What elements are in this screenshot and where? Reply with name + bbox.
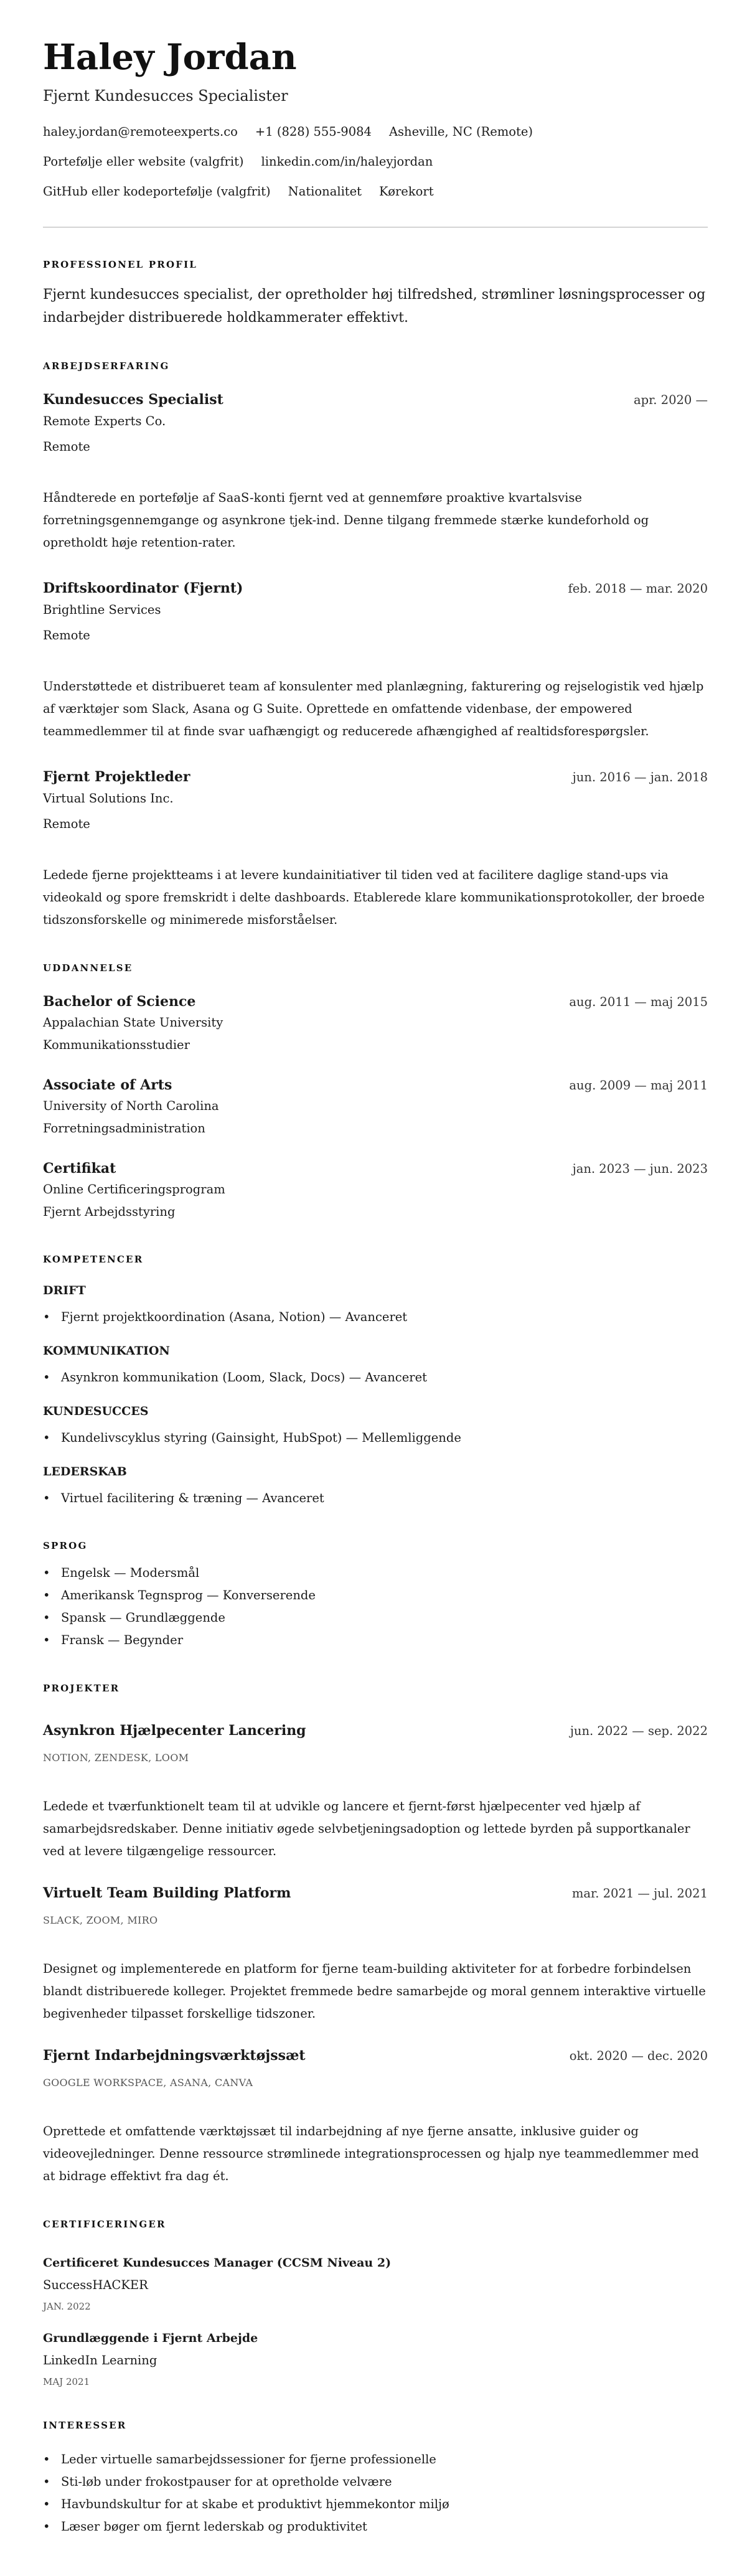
location: Asheville, NC (Remote) (388, 125, 533, 139)
project-title: Fjernt Indarbejdningsværktøjssæt (43, 2047, 306, 2064)
section-heading-languages: SPROG (43, 1540, 88, 1551)
section-heading-projects: PROJEKTER (43, 1683, 120, 1694)
bullet-icon: • (43, 2475, 50, 2489)
project-tech-stack: SLACK, ZOOM, MIRO (43, 1914, 158, 1926)
list-item (43, 2471, 708, 2493)
education-list (43, 992, 708, 1223)
project-tech-stack: NOTION, ZENDESK, LOOM (43, 1752, 189, 1764)
experience-entry (43, 390, 708, 554)
contact-line (43, 117, 708, 147)
project-description: Oprettede et omfattende værktøjssæt til indarbejdning af nye fjerne ansatte, inklusive guider og videovejledninger. Denne ressource strømlinede integrationsprocessen og hjalp nye teammedlemmer med at bidrage effektivt fra dag ét. (43, 2124, 699, 2183)
profile-summary: Fjernt kundesucces specialist, der opretholder høj tilfredshed, strømliner løsningsprocesser og indarbejder distribuerede holdkammerater effektivt. (43, 287, 706, 326)
certifications-list (43, 2254, 708, 2389)
list-item (43, 2448, 708, 2471)
skill-items (43, 1307, 708, 1328)
date-range: feb. 2018 — mar. 2020 (568, 581, 708, 596)
certification-title: Grundlæggende i Fjernt Arbejde (43, 2331, 258, 2345)
interests-list (43, 2448, 708, 2538)
entry-header (43, 1159, 708, 1178)
list-item (43, 2493, 708, 2516)
experience-list (43, 390, 708, 931)
degree: Certifikat (43, 1160, 116, 1177)
list-item-text: Asynkron kommunikation (Loom, Slack, Docs) — Avanceret (61, 1370, 427, 1384)
certification-title: Certificeret Kundesucces Manager (CCSM Niveau 2) (43, 2256, 392, 2270)
bullet-icon: • (43, 1310, 50, 1324)
linkedin-link[interactable]: linkedin.com/in/haleyjordan (261, 154, 433, 169)
job-description: Understøttede et distribueret team af konsulenter med planlægning, fakturering og rejselogistik ved hjælp af værktøjer som Slack, Asana og G Suite. Oprettede en omfattende videnbase, der empowered teammedlemmer til at finde svar uafhængigt og reducerede afhængighed af realtidsforespørgsler. (43, 679, 704, 738)
list-item-text: Engelsk — Modersmål (61, 1566, 200, 1580)
bullet-icon: • (43, 1610, 50, 1625)
work-location: Remote (43, 628, 90, 642)
field-of-study: Forretningsadministration (43, 1121, 205, 1135)
job-description: Håndterede en portefølje af SaaS-konti fjernt ved at gennemføre proaktive kvartalsvise forretningsgennemgange og asynkrone tjek-ind. Denne tilgang fremmede stærke kundeforhold og opretholdt høje retention-rater. (43, 491, 649, 550)
date-range: jun. 2022 — sep. 2022 (570, 1724, 708, 1738)
bullet-icon: • (43, 1491, 50, 1505)
project-title: Virtuelt Team Building Platform (43, 1885, 291, 1901)
certification-issuer: SuccessHACKER (43, 2278, 148, 2292)
school-name: University of North Carolina (43, 1099, 219, 1113)
project-title: Asynkron Hjælpecenter Lancering (43, 1723, 306, 1739)
skills-list (43, 1282, 708, 1509)
field-of-study: Kommunikationsstudier (43, 1038, 190, 1052)
skill-category: DRIFT (43, 1284, 86, 1297)
phone: +1 (828) 555-9084 (255, 125, 372, 139)
skill-category: KUNDESUCCES (43, 1404, 149, 1418)
entry-header (43, 579, 708, 598)
languages-list (43, 1562, 708, 1652)
list-item-text: Kundelivscyklus styring (Gainsight, HubSpot) — Mellemliggende (61, 1431, 461, 1445)
company-name: Virtual Solutions Inc. (43, 791, 174, 806)
list-item (43, 1307, 708, 1328)
education-entry (43, 1076, 708, 1139)
degree: Associate of Arts (43, 1077, 172, 1093)
list-item (43, 1488, 708, 1509)
work-location: Remote (43, 440, 90, 454)
list-item (43, 1367, 708, 1388)
school-name: Appalachian State University (43, 1015, 223, 1030)
list-item-text: Sti-løb under frokostpauser for at opretholde velvære (61, 2475, 392, 2489)
certification-entry (43, 2254, 708, 2313)
skill-category: KOMMUNIKATION (43, 1344, 170, 1358)
certification-date: JAN. 2022 (43, 2301, 91, 2312)
date-range: mar. 2021 — jul. 2021 (571, 1886, 708, 1901)
certification-entry (43, 2329, 708, 2389)
field-of-study: Fjernt Arbejdsstyring (43, 1205, 176, 1219)
experience-entry (43, 768, 708, 931)
entry-header (43, 1721, 708, 1741)
company-name: Brightline Services (43, 603, 161, 617)
certification-date: MAJ 2021 (43, 2376, 90, 2387)
list-item-text: Havbundskultur for at skabe et produktivt hjemmekontor miljø (61, 2497, 449, 2511)
projects-list (43, 1721, 708, 2188)
section-heading-certifications: CERTIFICERINGER (43, 2219, 166, 2230)
bullet-icon: • (43, 1370, 50, 1384)
project-entry (43, 1884, 708, 2025)
resume-page (43, 0, 708, 2538)
skill-items (43, 1427, 708, 1449)
work-location: Remote (43, 817, 90, 831)
entry-header (43, 2046, 708, 2066)
project-entry (43, 2046, 708, 2188)
job-description: Ledede fjerne projektteams i at levere kundainitiativer til tiden ved at facilitere daglige stand-ups via videokald og spore fremskridt i delte dashboards. Etablerede klare kommunikationsprotokoller, der broede tidszonsforskelle og minimerede misforståelser. (43, 868, 705, 927)
drivers-license: Kørekort (379, 184, 434, 199)
bullet-icon: • (43, 1588, 50, 1602)
list-item (43, 1584, 708, 1607)
contact-line (43, 147, 708, 177)
degree: Bachelor of Science (43, 994, 196, 1010)
skill-category: LEDERSKAB (43, 1465, 127, 1478)
contact-line (43, 177, 708, 207)
entry-header (43, 1884, 708, 1903)
school-name: Online Certificeringsprogram (43, 1182, 225, 1196)
date-range: jan. 2023 — jun. 2023 (572, 1162, 708, 1176)
list-item (43, 1562, 708, 1584)
list-item-text: Amerikansk Tegnsprog — Konverserende (61, 1588, 316, 1602)
section-heading-experience: ARBEJDSERFARING (43, 360, 170, 372)
portfolio-link[interactable]: Portefølje eller website (valgfrit) (43, 154, 244, 169)
list-item (43, 1629, 708, 1652)
bullet-icon: • (43, 2519, 50, 2534)
entry-header (43, 992, 708, 1012)
list-item (43, 1607, 708, 1629)
bullet-icon: • (43, 2452, 50, 2466)
entry-header (43, 390, 708, 410)
list-item (43, 1427, 708, 1449)
bullet-icon: • (43, 1633, 50, 1647)
company-name: Remote Experts Co. (43, 414, 166, 428)
date-range: jun. 2016 — jan. 2018 (572, 770, 708, 784)
certification-issuer: LinkedIn Learning (43, 2353, 157, 2367)
list-item-text: Fjernt projektkoordination (Asana, Notion) — Avanceret (61, 1310, 408, 1324)
position-title: Kundesucces Specialist (43, 392, 223, 408)
list-item (43, 2516, 708, 2538)
header-divider (43, 227, 708, 228)
education-entry (43, 992, 708, 1056)
project-description: Ledede et tværfunktionelt team til at udvikle og lancere et fjernt-først hjælpecenter ved hjælp af samarbejdsredskaber. Denne initiativ øgede selvbetjeningsadoption og lettede byrden på supportkanaler ved at levere tilgængelige ressourcer. (43, 1799, 690, 1858)
list-item-text: Virtuel facilitering & træning — Avanceret (61, 1491, 324, 1505)
date-range: aug. 2011 — maj 2015 (569, 995, 708, 1009)
skill-items (43, 1367, 708, 1388)
list-item-text: Fransk — Begynder (61, 1633, 184, 1647)
project-description: Designet og implementerede en platform for fjerne team-building aktiviteter for at forbedre forbindelsen blandt distribuerede kolleger. Projektet fremmede bedre samarbejde og moral gennem interaktive virtuelle begivenheder tilpasset forskellige tidszoner. (43, 1962, 706, 2021)
entry-header (43, 768, 708, 787)
job-title: Fjernt Kundesucces Specialister (43, 87, 288, 105)
github-link[interactable]: GitHub eller kodeportefølje (valgfrit) (43, 184, 271, 199)
date-range: okt. 2020 — dec. 2020 (569, 2049, 708, 2063)
bullet-icon: • (43, 1566, 50, 1580)
skill-items (43, 1488, 708, 1509)
candidate-name: Haley Jordan (43, 37, 297, 78)
date-range: apr. 2020 — (633, 393, 708, 407)
entry-header (43, 1076, 708, 1095)
project-entry (43, 1721, 708, 1863)
bullet-icon: • (43, 2497, 50, 2511)
date-range: aug. 2009 — maj 2011 (569, 1078, 708, 1093)
bullet-icon: • (43, 1431, 50, 1445)
section-heading-interests: INTERESSER (43, 2420, 127, 2431)
section-heading-skills: KOMPETENCER (43, 1254, 144, 1265)
education-entry (43, 1159, 708, 1223)
list-item-text: Leder virtuelle samarbejdssessioner for fjerne professionelle (61, 2452, 436, 2466)
project-tech-stack: GOOGLE WORKSPACE, ASANA, CANVA (43, 2077, 253, 2089)
section-heading-profile: PROFESSIONEL PROFIL (43, 259, 198, 270)
list-item-text: Spansk — Grundlæggende (61, 1610, 225, 1625)
nationality: Nationalitet (288, 184, 362, 199)
contact-info (43, 117, 708, 207)
position-title: Fjernt Projektleder (43, 769, 190, 785)
experience-entry (43, 579, 708, 743)
list-item-text: Læser bøger om fjernt lederskab og produktivitet (61, 2519, 367, 2534)
section-heading-education: UDDANNELSE (43, 962, 133, 974)
email-link[interactable]: haley.jordan@remoteexperts.co (43, 125, 238, 139)
position-title: Driftskoordinator (Fjernt) (43, 580, 243, 596)
